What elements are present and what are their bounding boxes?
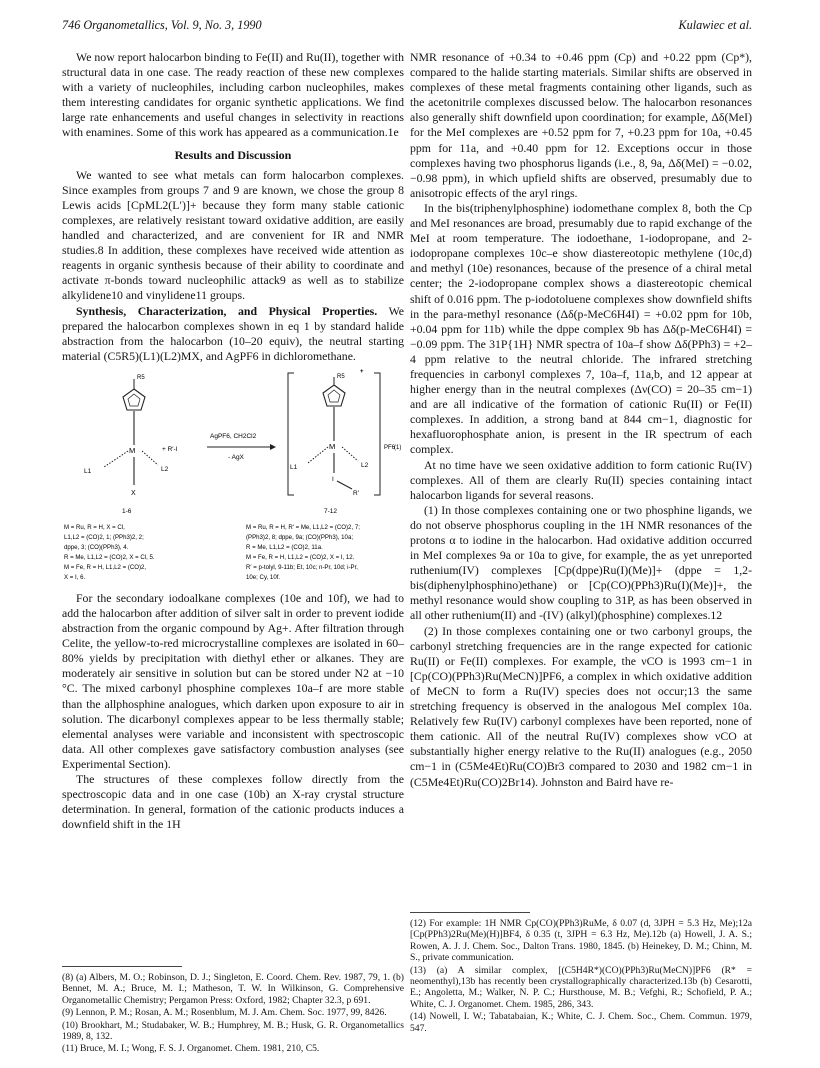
footnote: (12) For example: 1H NMR Cp(CO)(PPh3)RuMe, δ 0.07 (d, 3JPH = 5.3 Hz, Me);12a [Cp(PPh3)2Ru(Me)(H)]BF4, δ 0.35 (t, 3JPH = 6.3 Hz, Me).12b (a) Howell, J. A. S.; Rowen, A. J. J. Chem. Soc., Dalton Trans. 1980, 1845. (b) Heinekey, D. M.; Chinn, M. S., private communication.	[410, 918, 752, 964]
r5-label-left: R5	[137, 374, 145, 381]
paragraph-iodoalkane: For the secondary iodoalkane complexes (10e and 10f), we had to add the halocarbon after addition of silver salt in order to prevent iodide abstraction from the organic compound by Ag+. After filtration through Celite, the yellow-to-red microcrystalline complexes are isolated in 60–80% yields by precipitation with diethyl ether or alkanes. They are moderately air sensitive in solution but can be stored under N2 at −10 °C. The mixed carbonyl phosphine complexes 10a–f are more stable than the allphosphine analogues, which darken upon exposure to air in solution. The dicarbonyl complexes appear to be less thermally stable; elemental analyses were variable and inconsistent with spectroscopic data. All other complexes gave satisfactory combustion analyses (see Experimental Section).	[62, 590, 404, 771]
legend-left-line: L1,L2 = (CO)2, 1; (PPh3)2, 2;	[64, 533, 144, 541]
footnotes-left	[62, 972, 404, 1056]
left-column	[62, 50, 404, 832]
svg-text:+: +	[360, 368, 364, 375]
reaction-scheme	[62, 367, 404, 589]
footnote: (8) (a) Albers, M. O.; Robinson, D. J.; Singleton, E. Coord. Chem. Rev. 1987, 79, 1. (b) Bennet, M. A.; Bruce, M. I.; Matheson, T. W. In Wilkinson, G. Comprehensive Organometallic Chemistry; Pergamon Press: Oxford, 1982; Chapter 32.3, p 691.	[62, 972, 404, 1006]
paragraph-reason-1: (1) In those complexes containing one or two phosphine ligands, we do not observe phosphorus coupling in the 1H NMR resonances of the protons α to iodine in the halocarbon. Had oxidative addition occurred in MeI complexes 9a or 10a to give, for example, the as yet unreported ruthenium(IV) complexes [Cp(dppe)Ru(I)(Me)]+ (dppe = 1,2-bis(diphenylphosphino)ethane) or [Cp(CO)(PPh3)Ru(I)(Me)]+, the methyl resonance would show coupling to 31P, as has been observed in all other ruthenium(II) and -(IV) (alkyl)(phosphine) complexes.12	[410, 502, 752, 623]
conditions-top: AgPF6, CH2Cl2	[210, 432, 257, 440]
footnote: (11) Bruce, M. I.; Wong, F. S. J. Organomet. Chem. 1981, 210, C5.	[62, 1043, 320, 1055]
bracket-right	[374, 373, 380, 495]
conditions-bottom: - AgX	[228, 453, 244, 461]
footnote-rule-right	[410, 912, 530, 913]
equation-number: (1)	[394, 444, 402, 451]
cp-ring-left	[123, 389, 145, 410]
l2-label-right: L2	[361, 461, 369, 469]
footnote: (14) Nowell, I. W.; Tabatabaian, K.; White, C. J. Chem. Soc., Chem. Commun. 1979, 547.	[410, 1011, 752, 1034]
legend-left-line: R = Me, L1,L2 = (CO)2, X = Cl, 5.	[64, 553, 155, 561]
paragraph-metals: We wanted to see what metals can form halocarbon complexes. Since examples from groups 7 and 9 are known, we chose the group 8 Lewis acids [CpML2(L′)]+ because they form many stable cationic complexes, are relatively resistant toward oxidative addition, are easily handled and characterized, and are convenient for IR and NMR studies.8 In addition, these complexes have received wide attention as reagents in organic synthesis because of their ability to coordinate and activate π-bonds toward nucleophilic attack9 as well as to stabilize alkylidene10 and vinylidene11 groups.	[62, 167, 404, 303]
metal-label-right: M	[329, 441, 336, 451]
intro-paragraph: We now report halocarbon binding to Fe(II) and Ru(II), together with structural data in one case. The ready reaction of these new complexes with a variety of nucleophiles, including carbon nucleophiles, makes them interesting candidates for organic synthetic applications. We find large rate enhancements and useful changes in selectivity in reactions with enamines. Some of this work has appeared as a communication.1e	[62, 50, 404, 140]
rprime-label: R′	[353, 489, 359, 497]
footnote: (9) Lennon, P. M.; Rosan, A. M.; Rosenblum, M. J. Am. Chem. Soc. 1977, 99, 8426.	[62, 1007, 387, 1019]
legend-right-line: M = Ru, R = H, R′ = Me, L1,L2 = (CO)2, 7;	[246, 523, 360, 531]
section-heading: Results and Discussion	[174, 147, 292, 162]
subsection-heading: Synthesis, Characterization, and Physical Properties.	[76, 303, 378, 318]
legend-right-line: 10e; Cy, 10f.	[246, 573, 281, 581]
cp-ring-right	[323, 385, 345, 406]
reaction-arrow	[270, 444, 276, 450]
right-column	[410, 50, 752, 790]
paragraph-reason-2: (2) In those complexes containing one or two carbonyl groups, the carbonyl stretching frequencies are in the range expected for cationic Ru(II) or Fe(II) complexes. For example, the νCO is 1993 cm−1 in [Cp(CO)(PPh3)Ru(MeCN)]PF6, a complex in which oxidative addition of MeCN to form a Ru(IV) species does not occur;13 the same stretching frequency is observed in the analogous MeI complex 10a. Relatively few Ru(IV) carbonyl complexes have been reported, none of them cationic. All of the neutral Ru(IV) complexes show νCO at substantially higher energy relative to the Ru(II) analogues (e.g., 2050 cm−1 in (C5Me4Et)Ru(CO)Br3 compared to 2030 and 1982 cm−1 in (C5Me4Et)Ru(CO)2Br14). Johnston and Baird have re-	[410, 623, 752, 789]
l2-label-left: L2	[161, 465, 169, 473]
compound-number-right: 7-12	[324, 507, 338, 515]
svg-text:I: I	[332, 475, 334, 483]
footnote: (10) Brookhart, M.; Studabaker, W. B.; Humphrey, M. B.; Husk, G. R. Organometallics 1989, 8, 132.	[62, 1019, 404, 1043]
legend-right-line: M = Fe, R = H, L1,L2 = (CO)2, X = I, 12.	[246, 553, 355, 561]
bracket-left	[288, 373, 294, 495]
running-header-right: Kulawiec et al.	[678, 18, 752, 32]
footnote: (13) (a) A similar complex, [(C5H4R*)(CO)(PPh3)Ru(MeCN)]PF6 (R* = neomenthyl),13b has recently been crystallographically characterized.13b (b) Cesarotti, E.; Angoletta, M.; Walker, N. P. C.; Hursthouse, M. B.; Vefghi, R.; Schofield, P. A.; White, C. J. Organomet. Chem. 1985, 286, 343.	[410, 964, 752, 1010]
legend-left-line: dppe, 3; (CO)(PPh3), 4.	[64, 543, 129, 551]
paragraph-structures: The structures of these complexes follow directly from the spectroscopic data and in one case (10b) an X-ray crystal structure determination. In general, formation of the cationic products induces a downfield shift in the 1H	[62, 772, 404, 832]
l1-label-left: L1	[84, 467, 92, 475]
paragraph-complex-8: In the bis(triphenylphosphine) iodomethane complex 8, both the Cp and MeI resonances are broad, presumably due to rapid exchange of the MeI at room temperature. The iodoethane, 1-iodopropane, and 2-iodopropane complexes 10c–e show diastereotopic methylene (10c,d) and methyl (10e) resonances, because of the presence of a chiral metal center; the 2-iodopropane complex shows a diastereotopic chemical shift of 0.016 ppm. The p-iodotoluene complexes show downfield shifts in the para-methyl resonance (Δδ(p-MeC6H4I) = +0.02 ppm for 10b, +0.04 ppm for 11b) while the dppe complex 9b has Δδ(p-MeC6H4I) = −0.09 ppm. The 31P{1H} NMR spectra of 10a–f show Δδ(PPh3) = +2–4 ppm relative to the neutral chloride. The infrared stretching frequencies in carbonyl complexes 7, 10a–f, 11a,b, and 12 appear at higher energy than in the neutral complexes (Δν(CO) = 20–35 cm−1) and are all indicative of the formation of cationic Ru(II) or Fe(II) complexes. In addition, a strong band at 844 cm−1, diagnostic for hexafluorophosphate anion, is present in the IR spectrum of each complex.	[410, 200, 752, 457]
legend-right-line: R′ = p-tolyl, 9-11b; Et, 10c; n-Pr, 10d; i-Pr,	[246, 563, 358, 571]
paragraph-nmr: NMR resonance of +0.34 to +0.46 ppm (Cp) and +0.22 ppm (Cp*), compared to the halide starting materials. Similar shifts are observed in complexes of these metal fragments containing other ligands, such as the acetonitrile complexes discussed below. The halocarbon resonances also generally shift downfield upon coordination; for example, Δδ(MeI) for the MeI complexes are +0.52 ppm for 7, +0.23 ppm for 10a, +0.45 ppm for 11a, and +0.40 ppm for 12. Exceptions occur in those complexes having two phosphorus ligands (i.e., 8, 9a, Δδ(MeI) = −0.02, −0.98 ppm), in which upfield shifts are observed, presumably due to anisotropic effects of the aryl rings.	[410, 50, 752, 200]
legend-left	[64, 524, 155, 581]
paragraph-synthesis	[62, 304, 404, 364]
legend-left-line: M = Fe, R = H, L1,L2 = (CO)2,	[64, 563, 147, 571]
anion-label: PF6	[384, 444, 396, 451]
footnote-rule-left	[62, 966, 182, 967]
legend-right-line: (PPh3)2, 8; dppe, 9a; (CO)(PPh3), 10a;	[246, 533, 354, 541]
compound-number-left: 1-6	[122, 507, 132, 515]
l1-label-right: L1	[290, 463, 298, 471]
metal-label-left: M	[129, 445, 136, 455]
reagent-label: + R′-I	[162, 445, 178, 453]
paragraph-oxidative-addition: At no time have we seen oxidative addition to form cationic Ru(IV) complexes. All of them are clearly Ru(II) species containing intact halocarbon ligands for several reasons.	[410, 457, 752, 502]
legend-right-line: R = Me, L1,L2 = (CO)2, 11a.	[246, 543, 323, 551]
legend-right	[246, 524, 360, 581]
x-label: X	[131, 489, 136, 497]
footnotes-right	[410, 918, 752, 1035]
legend-left-line: X = I, 6.	[64, 573, 86, 581]
running-header-left: 746 Organometallics, Vol. 9, No. 3, 1990	[62, 18, 262, 32]
r5-label-right: R5	[337, 373, 345, 380]
legend-left-line: M = Ru, R = H, X = Cl,	[64, 523, 125, 531]
paragraph-synthesis-text: We prepared the halocarbon complexes shown in eq 1 by standard halide abstraction from the halocarbon (10–20 equiv), the neutral starting material (C5R5)(L1)(L2)MX, and AgPF6 in dichloromethane.	[62, 303, 404, 363]
